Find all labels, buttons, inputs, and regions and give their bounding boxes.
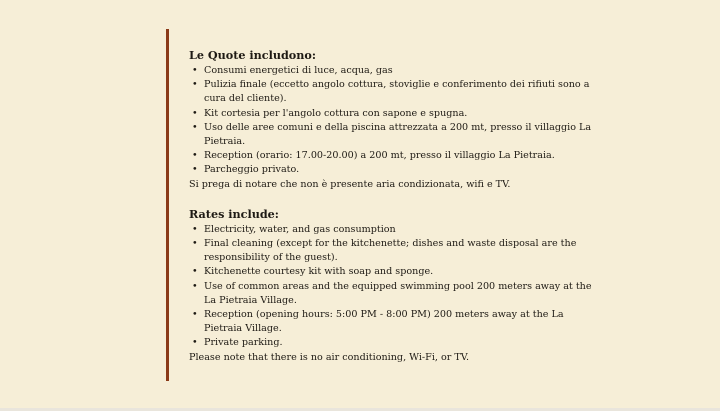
list-item: • Use of common areas and the equipped swimming pool 200 meters away at the La Pietraia Village. bbox=[189, 280, 599, 308]
list-item: • Private parking. bbox=[189, 336, 599, 350]
section-spacer bbox=[189, 192, 599, 206]
english-section bbox=[189, 206, 599, 365]
list-item: • Reception (orario: 17.00-20.00) a 200 mt, presso il villaggio La Pietraia. bbox=[189, 149, 599, 163]
english-note: Please note that there is no air conditioning, Wi-Fi, or TV. bbox=[189, 351, 470, 363]
list-item: • Kit cortesia per l'angolo cottura con sapone e spugna. bbox=[189, 107, 599, 121]
italian-note: Si prega di notare che non è presente aria condizionata, wifi e TV. bbox=[189, 178, 511, 190]
list-item: • Parcheggio privato. bbox=[189, 163, 599, 177]
rates-document bbox=[189, 47, 599, 365]
italian-section bbox=[189, 47, 599, 192]
list-item: • Consumi energetici di luce, acqua, gas bbox=[189, 64, 599, 78]
list-item: • Pulizia finale (eccetto angolo cottura, stoviglie e conferimento dei rifiuti sono a cura del cliente). bbox=[189, 78, 599, 106]
italian-list bbox=[189, 64, 599, 178]
list-item: • Final cleaning (except for the kitchenette; dishes and waste disposal are the responsibility of the guest). bbox=[189, 237, 599, 265]
english-section-title: Rates include: bbox=[189, 206, 279, 221]
list-item: • Uso delle aree comuni e della piscina attrezzata a 200 mt, presso il villaggio La Pietraia. bbox=[189, 121, 599, 149]
list-item: • Reception (opening hours: 5:00 PM - 8:00 PM) 200 meters away at the La Pietraia Village. bbox=[189, 308, 599, 336]
list-item: • Kitchenette courtesy kit with soap and sponge. bbox=[189, 265, 599, 279]
english-list bbox=[189, 223, 599, 351]
italian-section-title: Le Quote includono: bbox=[189, 48, 316, 62]
vertical-divider bbox=[166, 29, 169, 381]
list-item: • Electricity, water, and gas consumption bbox=[189, 223, 599, 237]
